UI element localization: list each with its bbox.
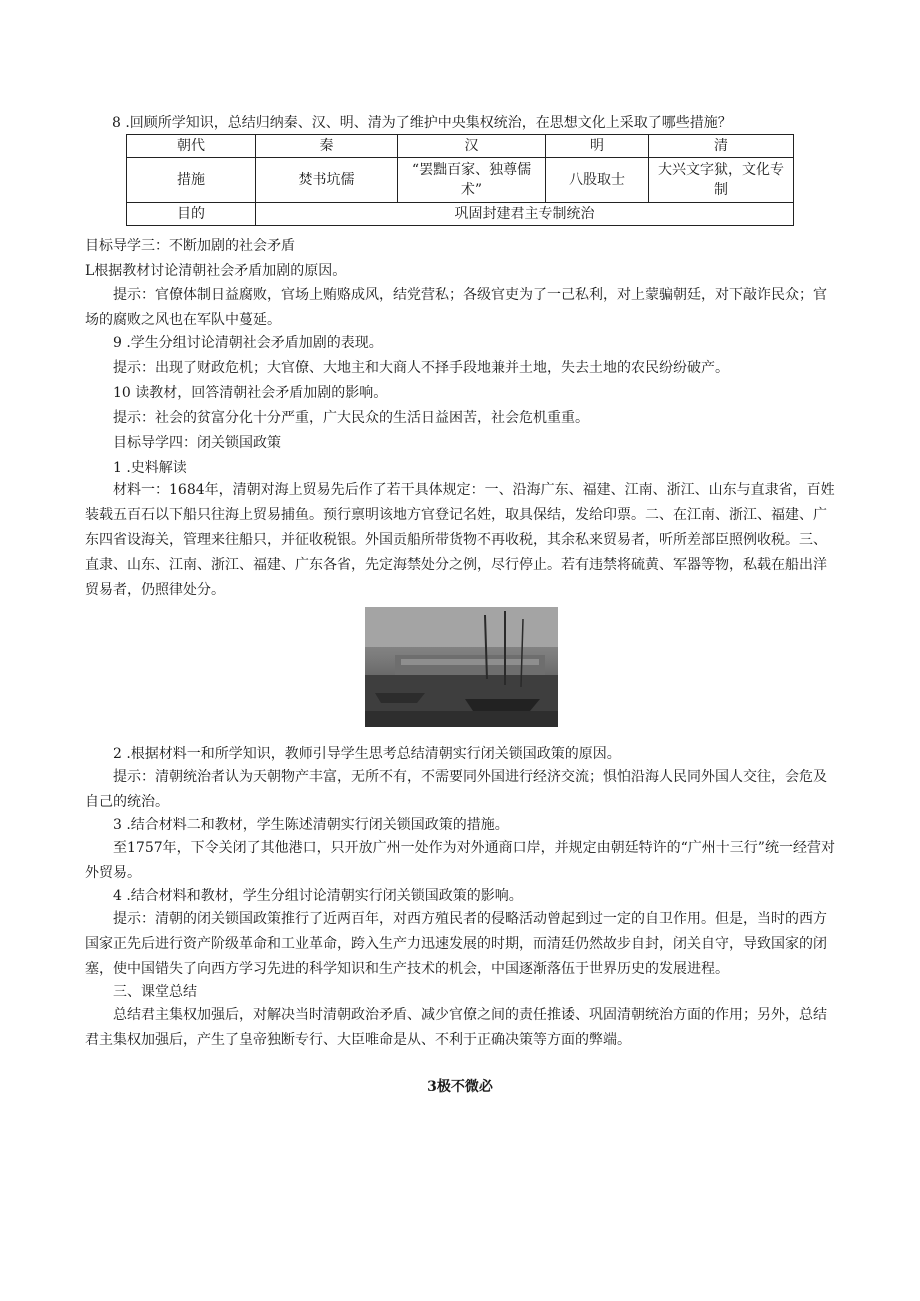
table-row-measures — [127, 158, 794, 203]
table-cell: 朝代 — [127, 135, 256, 158]
tip-3: 至1757年，下令关闭了其他港口，只开放广州一处作为对外通商口岸，并规定由朝廷特许的“广州十三行”统一经营对外贸易。 — [85, 840, 835, 881]
item-9: 9 .学生分组讨论清朝社会矛盾加剧的表现。 — [113, 335, 383, 351]
table-cell: 明 — [546, 135, 649, 158]
material-1: 材料一：1684年，清朝对海上贸易先后作了若干具体规定：一、沿海广东、福建、江南、浙江、山东与直隶省，百姓装载五百石以下船只往海上贸易捕鱼。预行禀明该地方官登记名姓，取具保结，发给印票。二、在江南、浙江、福建、广东四省设海关，管理来往船只，并征收税银。外国贡船所带货物不再收税，其余私来贸易者，听所差部臣照例收税。三、直隶、山东、江南、浙江、福建、广东各省，先定海禁处分之例，尽行停止。若有违禁将硫黄、军器等物，私载在船出洋贸易者，仍照律处分。 — [85, 482, 835, 598]
tip-1: 提示：官僚体制日益腐败，官场上贿赂成风，结党营私；各级官吏为了一己私利，对上蒙骗朝廷，对下敲诈民众；官场的腐败之风也在军队中蔓延。 — [85, 287, 827, 328]
dynasty-measures-table — [126, 134, 794, 226]
tip-9: 提示：出现了财政危机；大官僚、大地主和大商人不择手段地兼并土地，失去土地的农民纷纷破产。 — [113, 360, 729, 376]
table-cell: 汉 — [398, 135, 546, 158]
tip-10: 提示：社会的贫富分化十分严重，广大民众的生活日益困苦，社会危机重重。 — [113, 410, 589, 426]
item-3: 3 .结合材料二和教材，学生陈述清朝实行闭关锁国政策的措施。 — [113, 817, 509, 833]
item-1: L根据教材讨论清朝社会矛盾加剧的原因。 — [85, 263, 347, 279]
table-cell: “罢黜百家、独尊儒术” — [398, 158, 546, 203]
table-cell: 秦 — [256, 135, 398, 158]
item-10: 10 读教材，回答清朝社会矛盾加剧的影响。 — [113, 385, 388, 401]
table-cell: 巩固封建君主专制统治 — [256, 203, 794, 226]
table-row-purpose — [127, 203, 794, 226]
table-cell: 大兴文字狱，文化专制 — [649, 158, 794, 203]
goal-4-heading: 目标导学四：闭关锁国政策 — [113, 435, 281, 451]
item-4: 4 .结合材料和教材，学生分组讨论清朝实行闭关锁国政策的影响。 — [113, 888, 523, 904]
item-2: 2 .根据材料一和所学知识，教师引导学生思考总结清朝实行闭关锁国政策的原因。 — [113, 746, 621, 762]
table-cell: 焚书坑儒 — [256, 158, 398, 203]
tip-2: 提示：清朝统治者认为天朝物产丰富，无所不有，不需要同外国进行经济交流；惧怕沿海人民同外国人交往，会危及自己的统治。 — [85, 769, 827, 810]
table-header-row — [127, 135, 794, 158]
section-3-heading: 三、课堂总结 — [113, 984, 197, 1000]
historical-harbor-photo — [365, 607, 558, 727]
tip-4: 提示：清朝的闭关锁国政策推行了近两百年，对西方殖民者的侵略活动曾起到过一定的自卫作用。但是，当时的西方国家正先后进行资产阶级革命和工业革命，跨入生产力迅速发展的时期，而清廷仍然故步自封，闭关自守，导致国家的闭塞，使中国错失了向西方学习先进的科学知识和生产技术的机会，中国逐渐落伍于世界历史的发展进程。 — [85, 911, 827, 977]
class-summary: 总结君主集权加强后，对解决当时清朝政治矛盾、减少官僚之间的责任推诿、巩固清朝统治方面的作用；另外，总结君主集权加强后，产生了皇帝独断专行、大臣唯命是从、不利于正确决策等方面的弊端。 — [85, 1007, 827, 1048]
table-cell: 目的 — [127, 203, 256, 226]
table-cell: 措施 — [127, 158, 256, 203]
question-8: 8 .回顾所学知识，总结归纳秦、汉、明、清为了维护中央集权统治，在思想文化上采取了哪些措施？ — [112, 115, 732, 131]
table-cell: 清 — [649, 135, 794, 158]
table-cell: 八股取士 — [546, 158, 649, 203]
goal-3-heading: 目标导学三：不断加剧的社会矛盾 — [85, 238, 295, 254]
page-footer: 3极不微必 — [427, 1079, 493, 1095]
section-1: 1 .史料解读 — [113, 460, 187, 476]
